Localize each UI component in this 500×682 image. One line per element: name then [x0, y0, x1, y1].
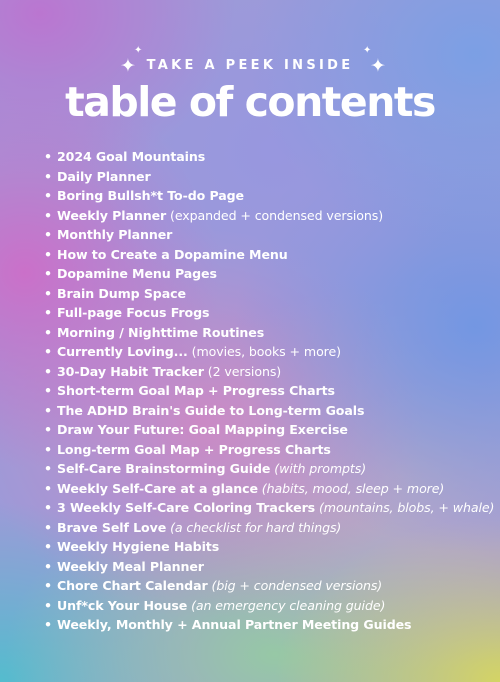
item-title: Weekly Hygiene Habits — [57, 539, 220, 554]
list-item — [44, 440, 494, 460]
bullet-icon: • — [44, 480, 52, 496]
bullet-icon: • — [44, 578, 52, 593]
list-item — [44, 284, 494, 304]
list-item — [44, 245, 494, 265]
list-item — [44, 479, 494, 499]
bullet-icon: • — [44, 597, 52, 613]
item-title: Weekly Meal Planner — [57, 558, 204, 574]
item-title: Dopamine Menu Pages — [57, 266, 217, 281]
item-title: The ADHD Brain's Guide to Long-term Goals — [57, 402, 365, 418]
list-item — [44, 323, 494, 343]
item-note: (big + condensed versions) — [211, 578, 383, 593]
item-title: Weekly, Monthly + Annual Partner Meeting Guides — [57, 617, 412, 632]
bullet-icon: • — [44, 305, 52, 320]
list-item — [44, 186, 494, 206]
item-title: Boring Bullsh*t To-do Page — [57, 188, 244, 203]
item-title: Self-Care Brainstorming Guide — [57, 461, 271, 476]
bullet-icon: • — [44, 617, 52, 632]
item-title: Unf*ck Your House — [57, 597, 188, 613]
list-item — [44, 576, 494, 596]
bullet-icon: • — [44, 422, 52, 437]
list-item — [44, 225, 494, 245]
item-title: Full-page Focus Frogs — [57, 305, 210, 320]
item-title: Daily Planner — [57, 168, 151, 184]
bullet-icon: • — [44, 383, 52, 398]
bullet-icon: • — [44, 558, 52, 574]
list-item — [44, 147, 494, 167]
item-title: Morning / Nighttime Routines — [57, 324, 265, 340]
item-title: Weekly Self-Care at a glance — [57, 480, 258, 496]
bullet-icon: • — [44, 461, 52, 476]
list-item — [44, 615, 494, 635]
list-item — [44, 420, 494, 440]
item-title: 3 Weekly Self-Care Coloring Trackers — [57, 500, 316, 515]
item-note: (movies, books + more) — [191, 344, 341, 359]
item-note: (expanded + condensed versions) — [170, 207, 384, 223]
bullet-icon: • — [44, 207, 52, 223]
list-item — [44, 557, 494, 577]
item-title: Short-term Goal Map + Progress Charts — [57, 383, 335, 398]
item-title: Chore Chart Calendar — [57, 578, 208, 593]
bullet-icon: • — [44, 149, 52, 164]
bullet-icon: • — [44, 500, 52, 515]
item-title: Brain Dump Space — [57, 285, 186, 301]
list-item — [44, 596, 494, 616]
bullet-icon: • — [44, 266, 52, 281]
bullet-icon: • — [44, 285, 52, 301]
list-item — [44, 381, 494, 401]
list-item — [44, 342, 494, 362]
sparkle-small-icon: ✦ — [134, 45, 143, 56]
list-item — [44, 206, 494, 226]
bullet-icon: • — [44, 227, 52, 242]
bullet-icon: • — [44, 246, 52, 262]
item-note: (habits, mood, sleep + more) — [261, 480, 445, 496]
sparkle-icon: ✦ — [120, 55, 136, 77]
item-title: Long-term Goal Map + Progress Charts — [57, 441, 331, 457]
list-item — [44, 264, 494, 284]
item-title: Currently Loving... — [57, 344, 188, 359]
bullet-icon: • — [44, 324, 52, 340]
sparkle-icon: ✦ — [370, 55, 386, 77]
bullet-icon: • — [44, 441, 52, 457]
item-title: 30-Day Habit Tracker — [57, 363, 204, 379]
bullet-icon: • — [44, 344, 52, 359]
list-item — [44, 518, 494, 538]
page-title: table of contents — [65, 78, 435, 126]
bullet-icon: • — [44, 168, 52, 184]
list-item — [44, 459, 494, 479]
bullet-icon: • — [44, 539, 52, 554]
item-title: Draw Your Future: Goal Mapping Exercise — [57, 422, 348, 437]
item-title: Brave Self Love — [57, 519, 167, 535]
list-item — [44, 537, 494, 557]
bullet-icon: • — [44, 188, 52, 203]
list-item — [44, 401, 494, 421]
item-note: (mountains, blobs, + whale) — [318, 500, 495, 515]
item-note: (an emergency cleaning guide) — [191, 597, 386, 613]
list-item — [44, 167, 494, 187]
item-title: Monthly Planner — [57, 227, 173, 242]
eyebrow-text: TAKE A PEEK INSIDE — [146, 58, 354, 73]
bullet-icon: • — [44, 363, 52, 379]
sparkle-small-icon: ✦ — [363, 45, 372, 56]
item-title: How to Create a Dopamine Menu — [57, 246, 288, 262]
bullet-icon: • — [44, 402, 52, 418]
item-note: (2 versions) — [207, 363, 282, 379]
table-of-contents-list — [44, 147, 494, 635]
item-note: (a checklist for hard things) — [170, 519, 342, 535]
bullet-icon: • — [44, 519, 52, 535]
item-title: 2024 Goal Mountains — [57, 149, 206, 164]
item-note: (with prompts) — [274, 461, 367, 476]
list-item — [44, 498, 494, 518]
item-title: Weekly Planner — [57, 207, 167, 223]
list-item — [44, 362, 494, 382]
list-item — [44, 303, 494, 323]
